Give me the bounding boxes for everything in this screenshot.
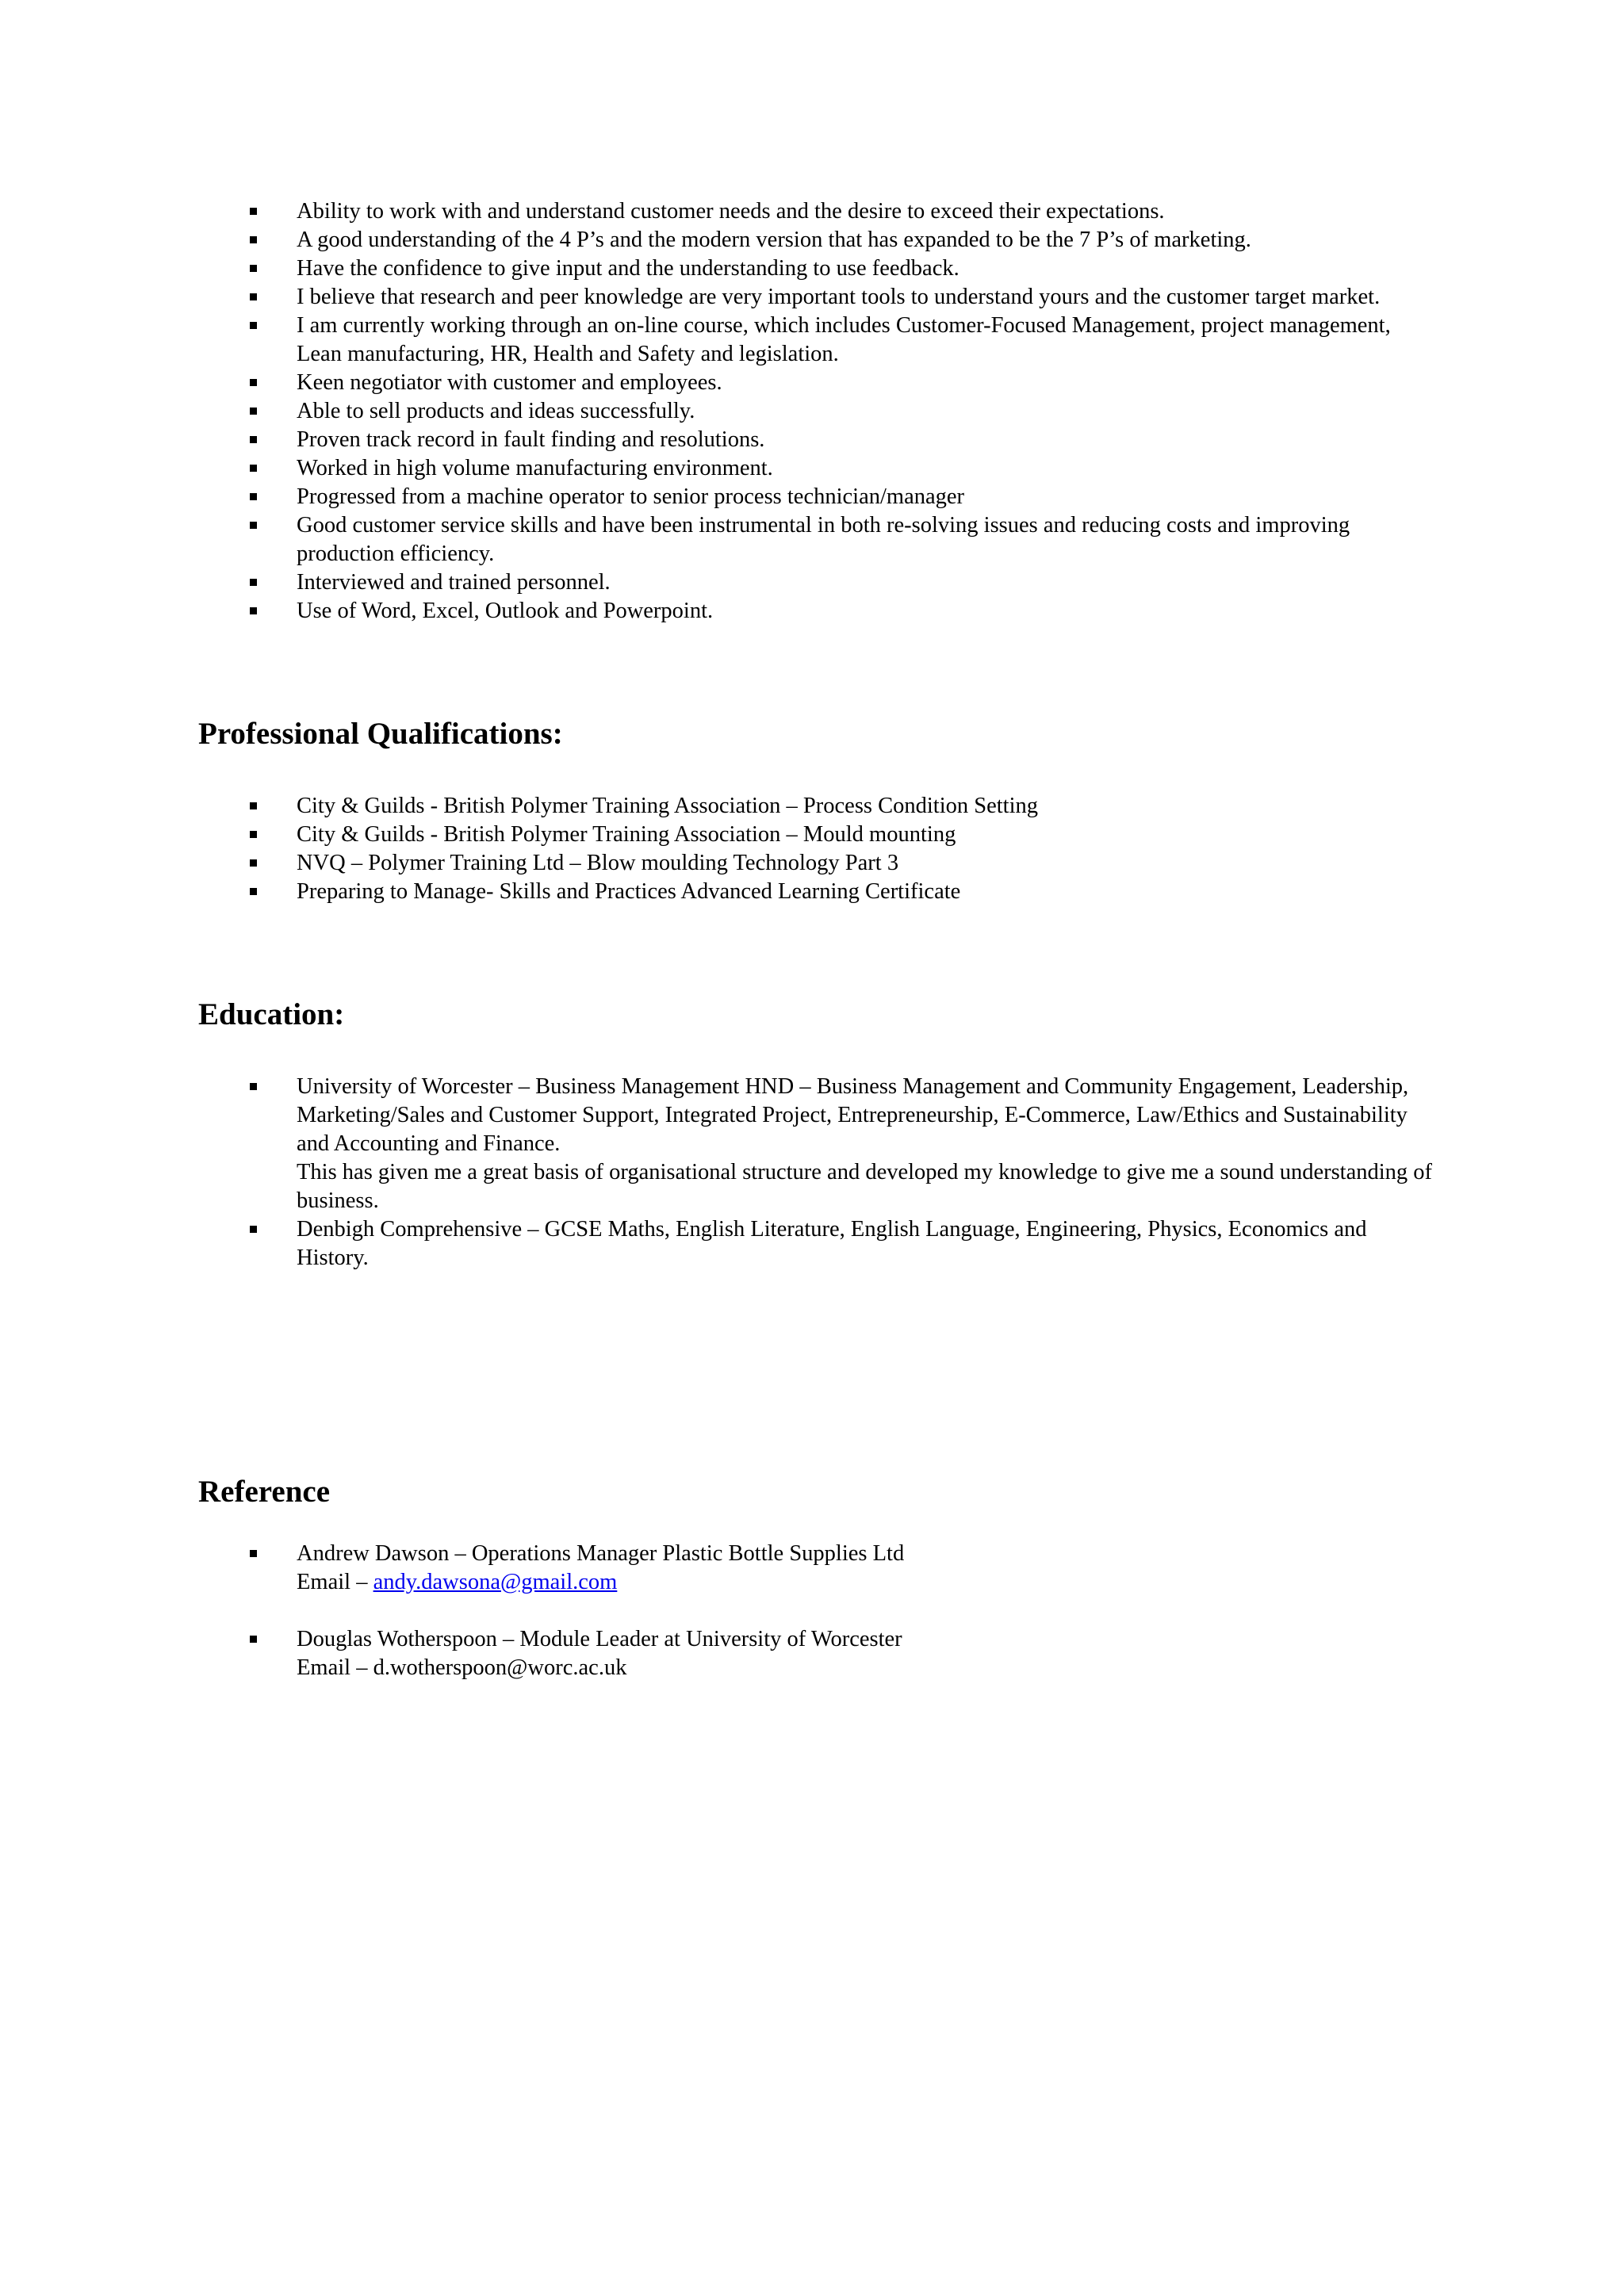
reference-list-2	[0, 1625, 1624, 1682]
square-bullet-icon	[250, 493, 257, 500]
list-item: City & Guilds - British Polymer Training Association – Mould mounting	[0, 821, 1624, 849]
qualifications-heading: Professional Qualifications:	[198, 717, 563, 751]
reference-email-link[interactable]: andy.dawsona@gmail.com	[373, 1570, 618, 1594]
square-bullet-icon	[250, 208, 257, 215]
list-item: NVQ – Polymer Training Ltd – Blow moulding Technology Part 3	[0, 849, 1624, 878]
reference-item	[0, 1625, 1624, 1682]
list-item: Denbigh Comprehensive – GCSE Maths, English Literature, English Language, Engineering, Physics, Economics and History.	[0, 1215, 1624, 1272]
list-item: Good customer service skills and have been instrumental in both re-solving issues and reducing costs and improving production efficiency.	[0, 511, 1624, 568]
reference-name: Douglas Wotherspoon – Module Leader at University of Worcester	[297, 1627, 902, 1651]
square-bullet-icon	[250, 607, 257, 614]
list-item: Preparing to Manage- Skills and Practices Advanced Learning Certificate	[0, 878, 1624, 906]
reference-email-text: d.wotherspoon@worc.ac.uk	[373, 1655, 627, 1680]
qualifications-list	[0, 792, 1624, 906]
list-item: I am currently working through an on-line course, which includes Customer-Focused Management, project management, Lean manufacturing, HR, Health and Safety and legislation.	[0, 312, 1624, 369]
reference-heading: Reference	[198, 1475, 330, 1509]
list-item: A good understanding of the 4 P’s and the modern version that has expanded to be the 7 P’s of marketing.	[0, 226, 1624, 254]
reference-email-line: Email – d.wotherspoon@worc.ac.uk	[297, 1655, 627, 1680]
square-bullet-icon	[250, 831, 257, 838]
list-item: Use of Word, Excel, Outlook and Powerpoint.	[0, 597, 1624, 626]
list-item: Keen negotiator with customer and employees.	[0, 369, 1624, 397]
square-bullet-icon	[250, 888, 257, 895]
square-bullet-icon	[250, 522, 257, 529]
list-item: Proven track record in fault finding and resolutions.	[0, 426, 1624, 454]
list-item: Interviewed and trained personnel.	[0, 568, 1624, 597]
square-bullet-icon	[250, 408, 257, 415]
square-bullet-icon	[250, 802, 257, 809]
square-bullet-icon	[250, 293, 257, 300]
square-bullet-icon	[250, 265, 257, 272]
list-item: Progressed from a machine operator to senior process technician/manager	[0, 483, 1624, 511]
reference-item	[0, 1540, 1624, 1597]
reference-email-line: Email – andy.dawsona@gmail.com	[297, 1570, 618, 1594]
square-bullet-icon	[250, 1550, 257, 1557]
reference-list	[0, 1540, 1624, 1597]
square-bullet-icon	[250, 236, 257, 243]
square-bullet-icon	[250, 1226, 257, 1233]
square-bullet-icon	[250, 436, 257, 443]
education-heading: Education:	[198, 997, 345, 1031]
square-bullet-icon	[250, 579, 257, 586]
skills-list	[0, 197, 1624, 626]
square-bullet-icon	[250, 1636, 257, 1643]
list-item: City & Guilds - British Polymer Training Association – Process Condition Setting	[0, 792, 1624, 821]
list-item: Worked in high volume manufacturing environment.	[0, 454, 1624, 483]
reference-name: Andrew Dawson – Operations Manager Plastic Bottle Supplies Ltd	[297, 1541, 905, 1566]
square-bullet-icon	[250, 322, 257, 329]
list-item: Ability to work with and understand customer needs and the desire to exceed their expectations.	[0, 197, 1624, 226]
square-bullet-icon	[250, 859, 257, 867]
list-item: I believe that research and peer knowledge are very important tools to understand yours and the customer target market.	[0, 283, 1624, 312]
list-item: Able to sell products and ideas successfully.	[0, 397, 1624, 426]
square-bullet-icon	[250, 465, 257, 472]
education-note: This has given me a great basis of organisational structure and developed my knowledge to give me a sound understanding of business.	[297, 1160, 1433, 1213]
square-bullet-icon	[250, 379, 257, 386]
square-bullet-icon	[250, 1083, 257, 1090]
list-item: University of Worcester – Business Management HND – Business Management and Community Engagement, Leadership, Marketing/Sales and Customer Support, Integrated Project, Entrepreneurship, E-Commerce, Law/Ethics and Sustainability and Accounting and Finance. This has given me a great basis of organisational structure and developed my knowledge to give me a sound understanding of business.	[0, 1073, 1624, 1215]
list-item: Have the confidence to give input and the understanding to use feedback.	[0, 254, 1624, 283]
education-list	[0, 1073, 1624, 1272]
